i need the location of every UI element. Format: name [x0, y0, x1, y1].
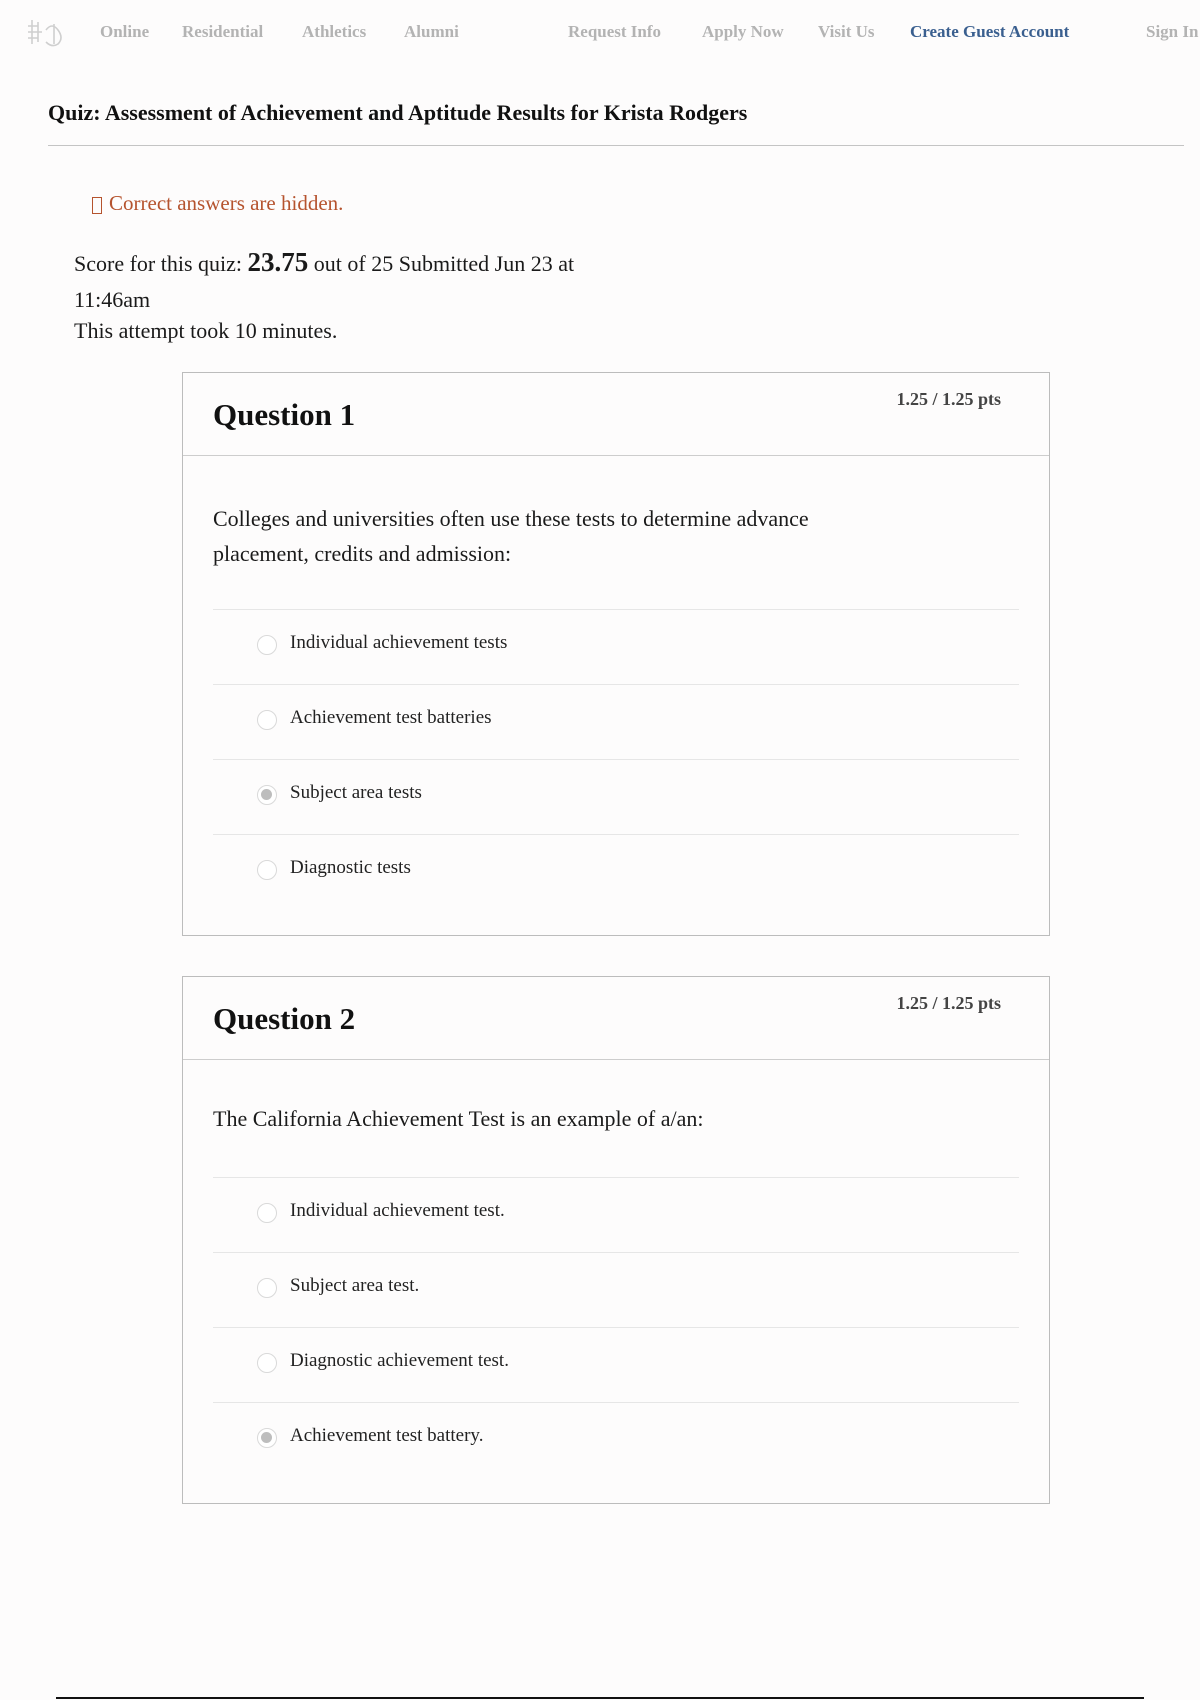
nav-online-link[interactable]: Online — [100, 22, 150, 41]
answer-option[interactable] — [213, 609, 1019, 684]
answer-option[interactable] — [213, 759, 1019, 834]
radio-button[interactable] — [257, 710, 277, 730]
warning-icon — [92, 197, 102, 214]
radio-button[interactable] — [257, 860, 277, 880]
logo-icon[interactable] — [24, 16, 68, 48]
score-suffix: out of 25 Submitted Jun 23 at 11:46am — [74, 251, 575, 312]
radio-button[interactable] — [257, 1203, 277, 1223]
page-title: Quiz: Assessment of Achievement and Aptitude Results for Krista Rodgers — [48, 100, 748, 125]
answer-list — [213, 1177, 1019, 1477]
question-title: Question 1 — [213, 397, 356, 432]
answer-option[interactable] — [213, 684, 1019, 759]
nav-apply-now-link[interactable]: Apply Now — [702, 22, 784, 41]
title-divider — [48, 145, 1184, 146]
question-header — [183, 977, 1049, 1060]
answer-label: Subject area test. — [290, 1275, 420, 1296]
nav-visit-us-link[interactable]: Visit Us — [818, 22, 875, 41]
quiz-score — [74, 244, 594, 318]
nav-create-guest-account-link[interactable]: Create Guest Account — [910, 22, 1070, 41]
answer-label: Achievement test battery. — [290, 1425, 484, 1446]
nav-sign-in-link[interactable]: Sign In — [1146, 22, 1199, 41]
question-text: Colleges and universities often use these tests to determine advance placement, credits and admission: — [213, 506, 809, 566]
answer-label: Individual achievement test. — [290, 1200, 505, 1221]
answer-list — [213, 609, 1019, 909]
nav-request-info-link[interactable]: Request Info — [568, 22, 662, 41]
attempt-duration: This attempt took 10 minutes. — [74, 318, 338, 343]
nav-alumni-link[interactable]: Alumni — [404, 22, 459, 41]
question-title: Question 2 — [213, 1001, 356, 1036]
answer-option[interactable] — [213, 1252, 1019, 1327]
footer-divider — [56, 1697, 1144, 1699]
answer-label: Diagnostic achievement test. — [290, 1350, 509, 1371]
radio-button[interactable] — [257, 635, 277, 655]
top-nav — [0, 0, 1200, 64]
score-prefix: Score for this quiz: — [74, 251, 248, 276]
answer-option[interactable] — [213, 1402, 1019, 1477]
answer-label: Individual achievement tests — [290, 632, 508, 653]
answer-option[interactable] — [213, 834, 1019, 909]
question-points: 1.25 / 1.25 pts — [896, 389, 1001, 409]
answer-option[interactable] — [213, 1177, 1019, 1252]
answer-label: Achievement test batteries — [290, 707, 492, 728]
question-card — [182, 372, 1050, 936]
answer-option[interactable] — [213, 1327, 1019, 1402]
question-points: 1.25 / 1.25 pts — [896, 993, 1001, 1013]
radio-button-selected[interactable] — [257, 785, 277, 805]
notice-text: Correct answers are hidden. — [109, 191, 344, 215]
question-text: The California Achievement Test is an example of a/an: — [213, 1106, 704, 1131]
nav-athletics-link[interactable]: Athletics — [302, 22, 367, 41]
answers-hidden-notice — [92, 191, 343, 216]
answer-label: Diagnostic tests — [290, 857, 411, 878]
nav-residential-link[interactable]: Residential — [182, 22, 264, 41]
score-value: 23.75 — [247, 247, 309, 277]
question-header — [183, 373, 1049, 456]
answer-label: Subject area tests — [290, 782, 422, 803]
radio-button[interactable] — [257, 1278, 277, 1298]
radio-button-selected[interactable] — [257, 1428, 277, 1448]
question-card — [182, 976, 1050, 1504]
radio-button[interactable] — [257, 1353, 277, 1373]
